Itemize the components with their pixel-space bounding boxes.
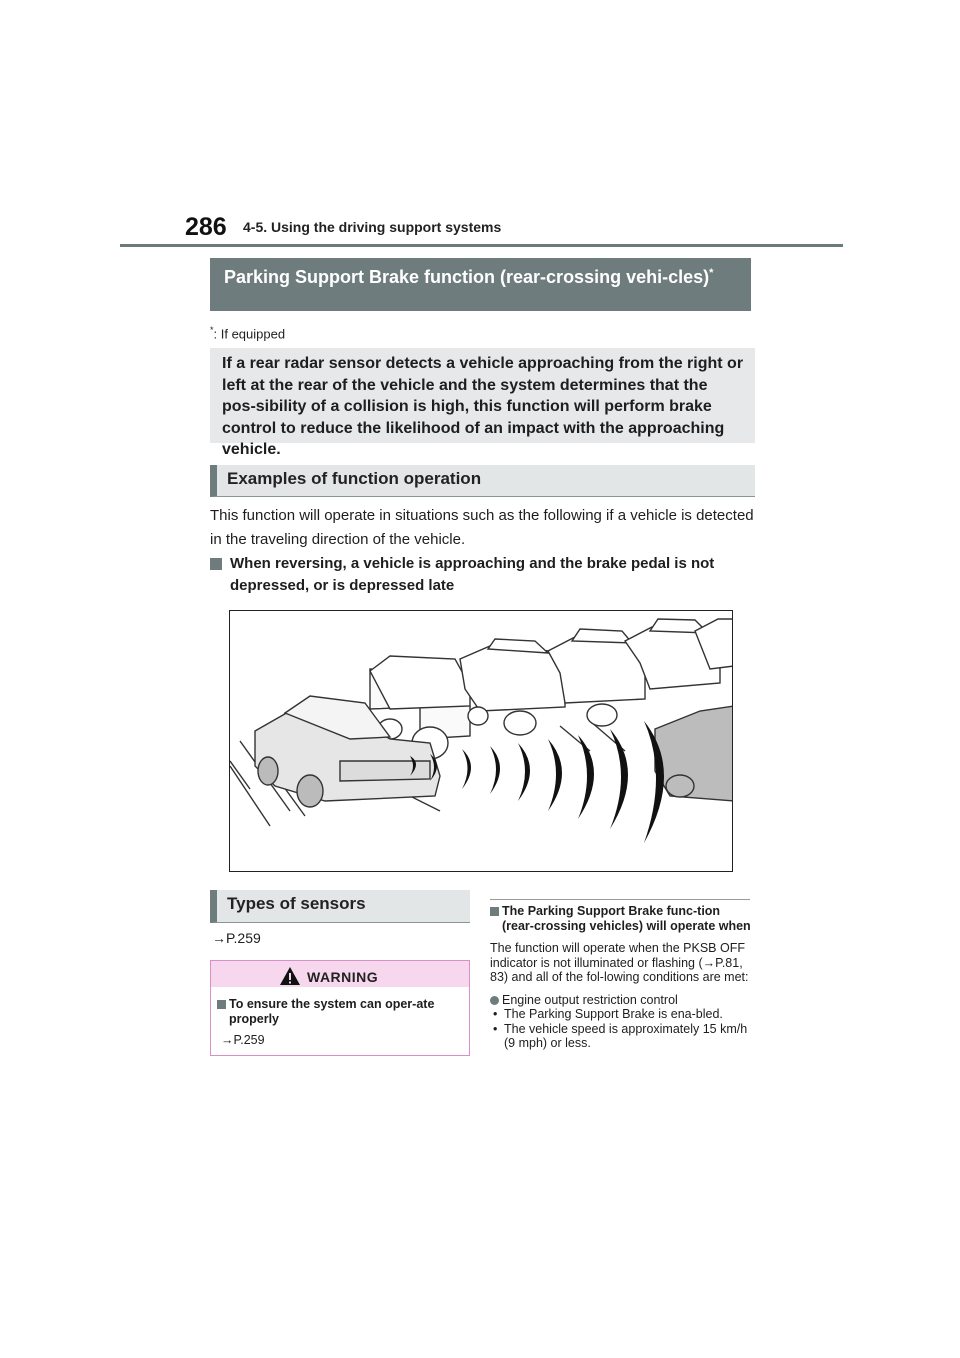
circle-bullet-icon: [490, 996, 499, 1005]
square-bullet-icon: [210, 558, 222, 570]
footnote-marker: *: [210, 325, 214, 335]
condition-text: When reversing, a vehicle is approaching and the brake pedal is not depressed, or is depressed late: [230, 555, 715, 594]
page-number: 286: [185, 213, 227, 241]
operate-when-heading: [490, 904, 752, 933]
section-banner: [210, 258, 751, 311]
operate-when-bullet-text: Engine output restriction control: [502, 992, 678, 1007]
list-item: • The vehicle speed is approximately 15 km/h (9 mph) or less.: [490, 1022, 752, 1051]
warning-triangle-icon: [279, 966, 301, 986]
warning-page-reference[interactable]: →P.259: [221, 1033, 265, 1047]
header-rule: [120, 244, 843, 247]
operate-when-heading-text: The Parking Support Brake func-tion (rear-crossing vehicles) will operate when: [502, 904, 751, 933]
examples-heading: Examples of function operation: [210, 465, 755, 497]
section-title: Parking Support Brake function (rear-crossing vehi-cles): [224, 267, 710, 287]
section-asterisk: *: [709, 267, 714, 279]
illustration-reversing-car: [229, 610, 733, 872]
parking-scene-illustration: [230, 611, 733, 872]
square-bullet-icon: [490, 907, 499, 916]
warning-subheading-text: To ensure the system can oper-ate properly: [229, 997, 435, 1026]
examples-intro: This function will operate in situations such as the following if a vehicle is detected in the traveling direction of the vehicle.: [210, 507, 754, 548]
warning-title: WARNING: [307, 969, 379, 985]
operate-when-bullet: [490, 993, 752, 1008]
warning-box: [210, 960, 470, 1056]
right-column-rule: [490, 899, 750, 900]
warning-subheading: [217, 997, 467, 1027]
footnote-text: : If equipped: [213, 326, 286, 342]
summary-box: If a rear radar sensor detects a vehicle approaching from the right or left at the rear of the vehicle and the system determines that the pos-sibility of a collision is high, this function will perform brake control to reduce the likelihood of an impact with the approaching vehicle.: [210, 348, 755, 443]
square-bullet-icon: [217, 1000, 226, 1009]
warning-header: [211, 961, 469, 987]
chapter-title: 4-5. Using the driving support systems: [243, 219, 502, 235]
footnote: [210, 325, 285, 341]
list-item: • The Parking Support Brake is ena-bled.: [490, 1007, 752, 1022]
types-of-sensors-heading: Types of sensors: [210, 890, 470, 923]
sensors-page-reference[interactable]: →P.259: [212, 930, 261, 946]
operate-when-paragraph: The function will operate when the PKSB OFF indicator is not illuminated or flashing (→P.81, 83) and all of the fol-lowing conditions are met:: [490, 941, 749, 984]
operate-when-section: [490, 904, 752, 1051]
condition-heading: [210, 553, 755, 597]
